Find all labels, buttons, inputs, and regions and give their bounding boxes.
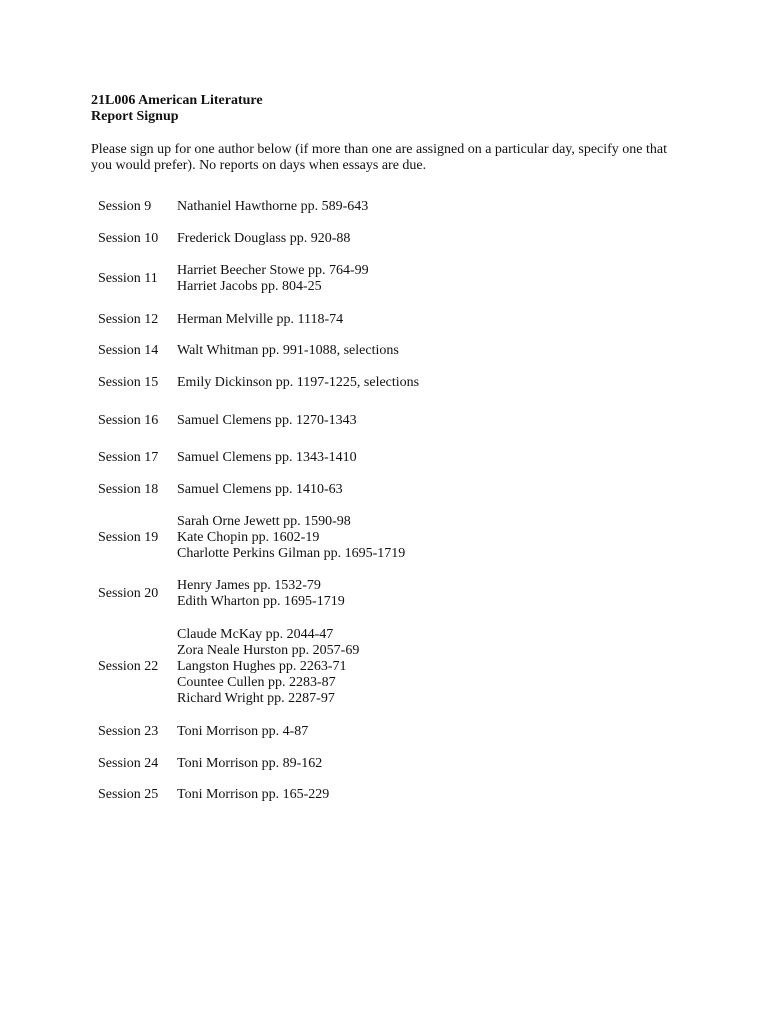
reading-item: Sarah Orne Jewett pp. 1590-98 — [177, 514, 351, 529]
session-label: Session 10 — [98, 231, 159, 246]
session-label: Session 17 — [98, 450, 159, 465]
session-readings — [177, 231, 350, 247]
session-label: Session 18 — [98, 482, 159, 497]
session-label: Session 15 — [98, 375, 159, 390]
session-readings — [177, 627, 359, 707]
reading-item: Toni Morrison pp. 89-162 — [177, 756, 323, 771]
instructions-line: you would prefer). No reports on days when essays are due. — [91, 158, 427, 173]
session-readings — [177, 578, 345, 610]
reading-item: Samuel Clemens pp. 1343-1410 — [177, 450, 357, 465]
session-label: Session 20 — [98, 586, 159, 601]
reading-item: Nathaniel Hawthorne pp. 589-643 — [177, 199, 369, 214]
session-label: Session 19 — [98, 530, 159, 545]
session-readings — [177, 375, 419, 391]
session-readings — [177, 263, 369, 295]
session-readings — [177, 450, 357, 466]
session-label: Session 22 — [98, 659, 159, 674]
session-readings — [177, 199, 368, 215]
reading-item: Samuel Clemens pp. 1410-63 — [177, 482, 343, 497]
session-readings — [177, 514, 405, 562]
session-readings — [177, 312, 343, 328]
document-heading — [91, 93, 263, 125]
course-title: 21L006 American Literature — [91, 93, 263, 108]
reading-item: Zora Neale Hurston pp. 2057-69 — [177, 643, 360, 658]
session-label: Session 16 — [98, 413, 159, 428]
reading-item: Emily Dickinson pp. 1197-1225, selections — [177, 375, 420, 390]
reading-item: Harriet Jacobs pp. 804-25 — [177, 279, 322, 294]
reading-item: Walt Whitman pp. 991-1088, selections — [177, 343, 399, 358]
instructions — [91, 142, 691, 174]
session-label: Session 12 — [98, 312, 159, 327]
instructions-line: Please sign up for one author below (if more than one are assigned on a particular day, specify one that — [91, 142, 668, 157]
reading-item: Claude McKay pp. 2044-47 — [177, 627, 334, 642]
session-label: Session 25 — [98, 787, 159, 802]
session-label: Session 9 — [98, 199, 152, 214]
reading-item: Countee Cullen pp. 2283-87 — [177, 675, 336, 690]
reading-item: Kate Chopin pp. 1602-19 — [177, 530, 320, 545]
reading-item: Henry James pp. 1532-79 — [177, 578, 321, 593]
reading-item: Herman Melville pp. 1118-74 — [177, 312, 344, 327]
session-readings — [177, 724, 308, 740]
reading-item: Toni Morrison pp. 165-229 — [177, 787, 330, 802]
session-label: Session 11 — [98, 271, 158, 286]
reading-item: Edith Wharton pp. 1695-1719 — [177, 594, 345, 609]
session-readings — [177, 482, 343, 498]
document-subtitle: Report Signup — [91, 109, 179, 124]
reading-item: Frederick Douglass pp. 920-88 — [177, 231, 351, 246]
session-readings — [177, 756, 322, 772]
reading-item: Langston Hughes pp. 2263-71 — [177, 659, 347, 674]
reading-item: Toni Morrison pp. 4-87 — [177, 724, 309, 739]
session-readings — [177, 413, 357, 429]
session-readings — [177, 787, 329, 803]
session-label: Session 23 — [98, 724, 159, 739]
session-label: Session 24 — [98, 756, 159, 771]
reading-item: Charlotte Perkins Gilman pp. 1695-1719 — [177, 546, 406, 561]
reading-item: Harriet Beecher Stowe pp. 764-99 — [177, 263, 369, 278]
reading-item: Richard Wright pp. 2287-97 — [177, 691, 335, 706]
reading-item: Samuel Clemens pp. 1270-1343 — [177, 413, 357, 428]
session-readings — [177, 343, 399, 359]
session-label: Session 14 — [98, 343, 159, 358]
